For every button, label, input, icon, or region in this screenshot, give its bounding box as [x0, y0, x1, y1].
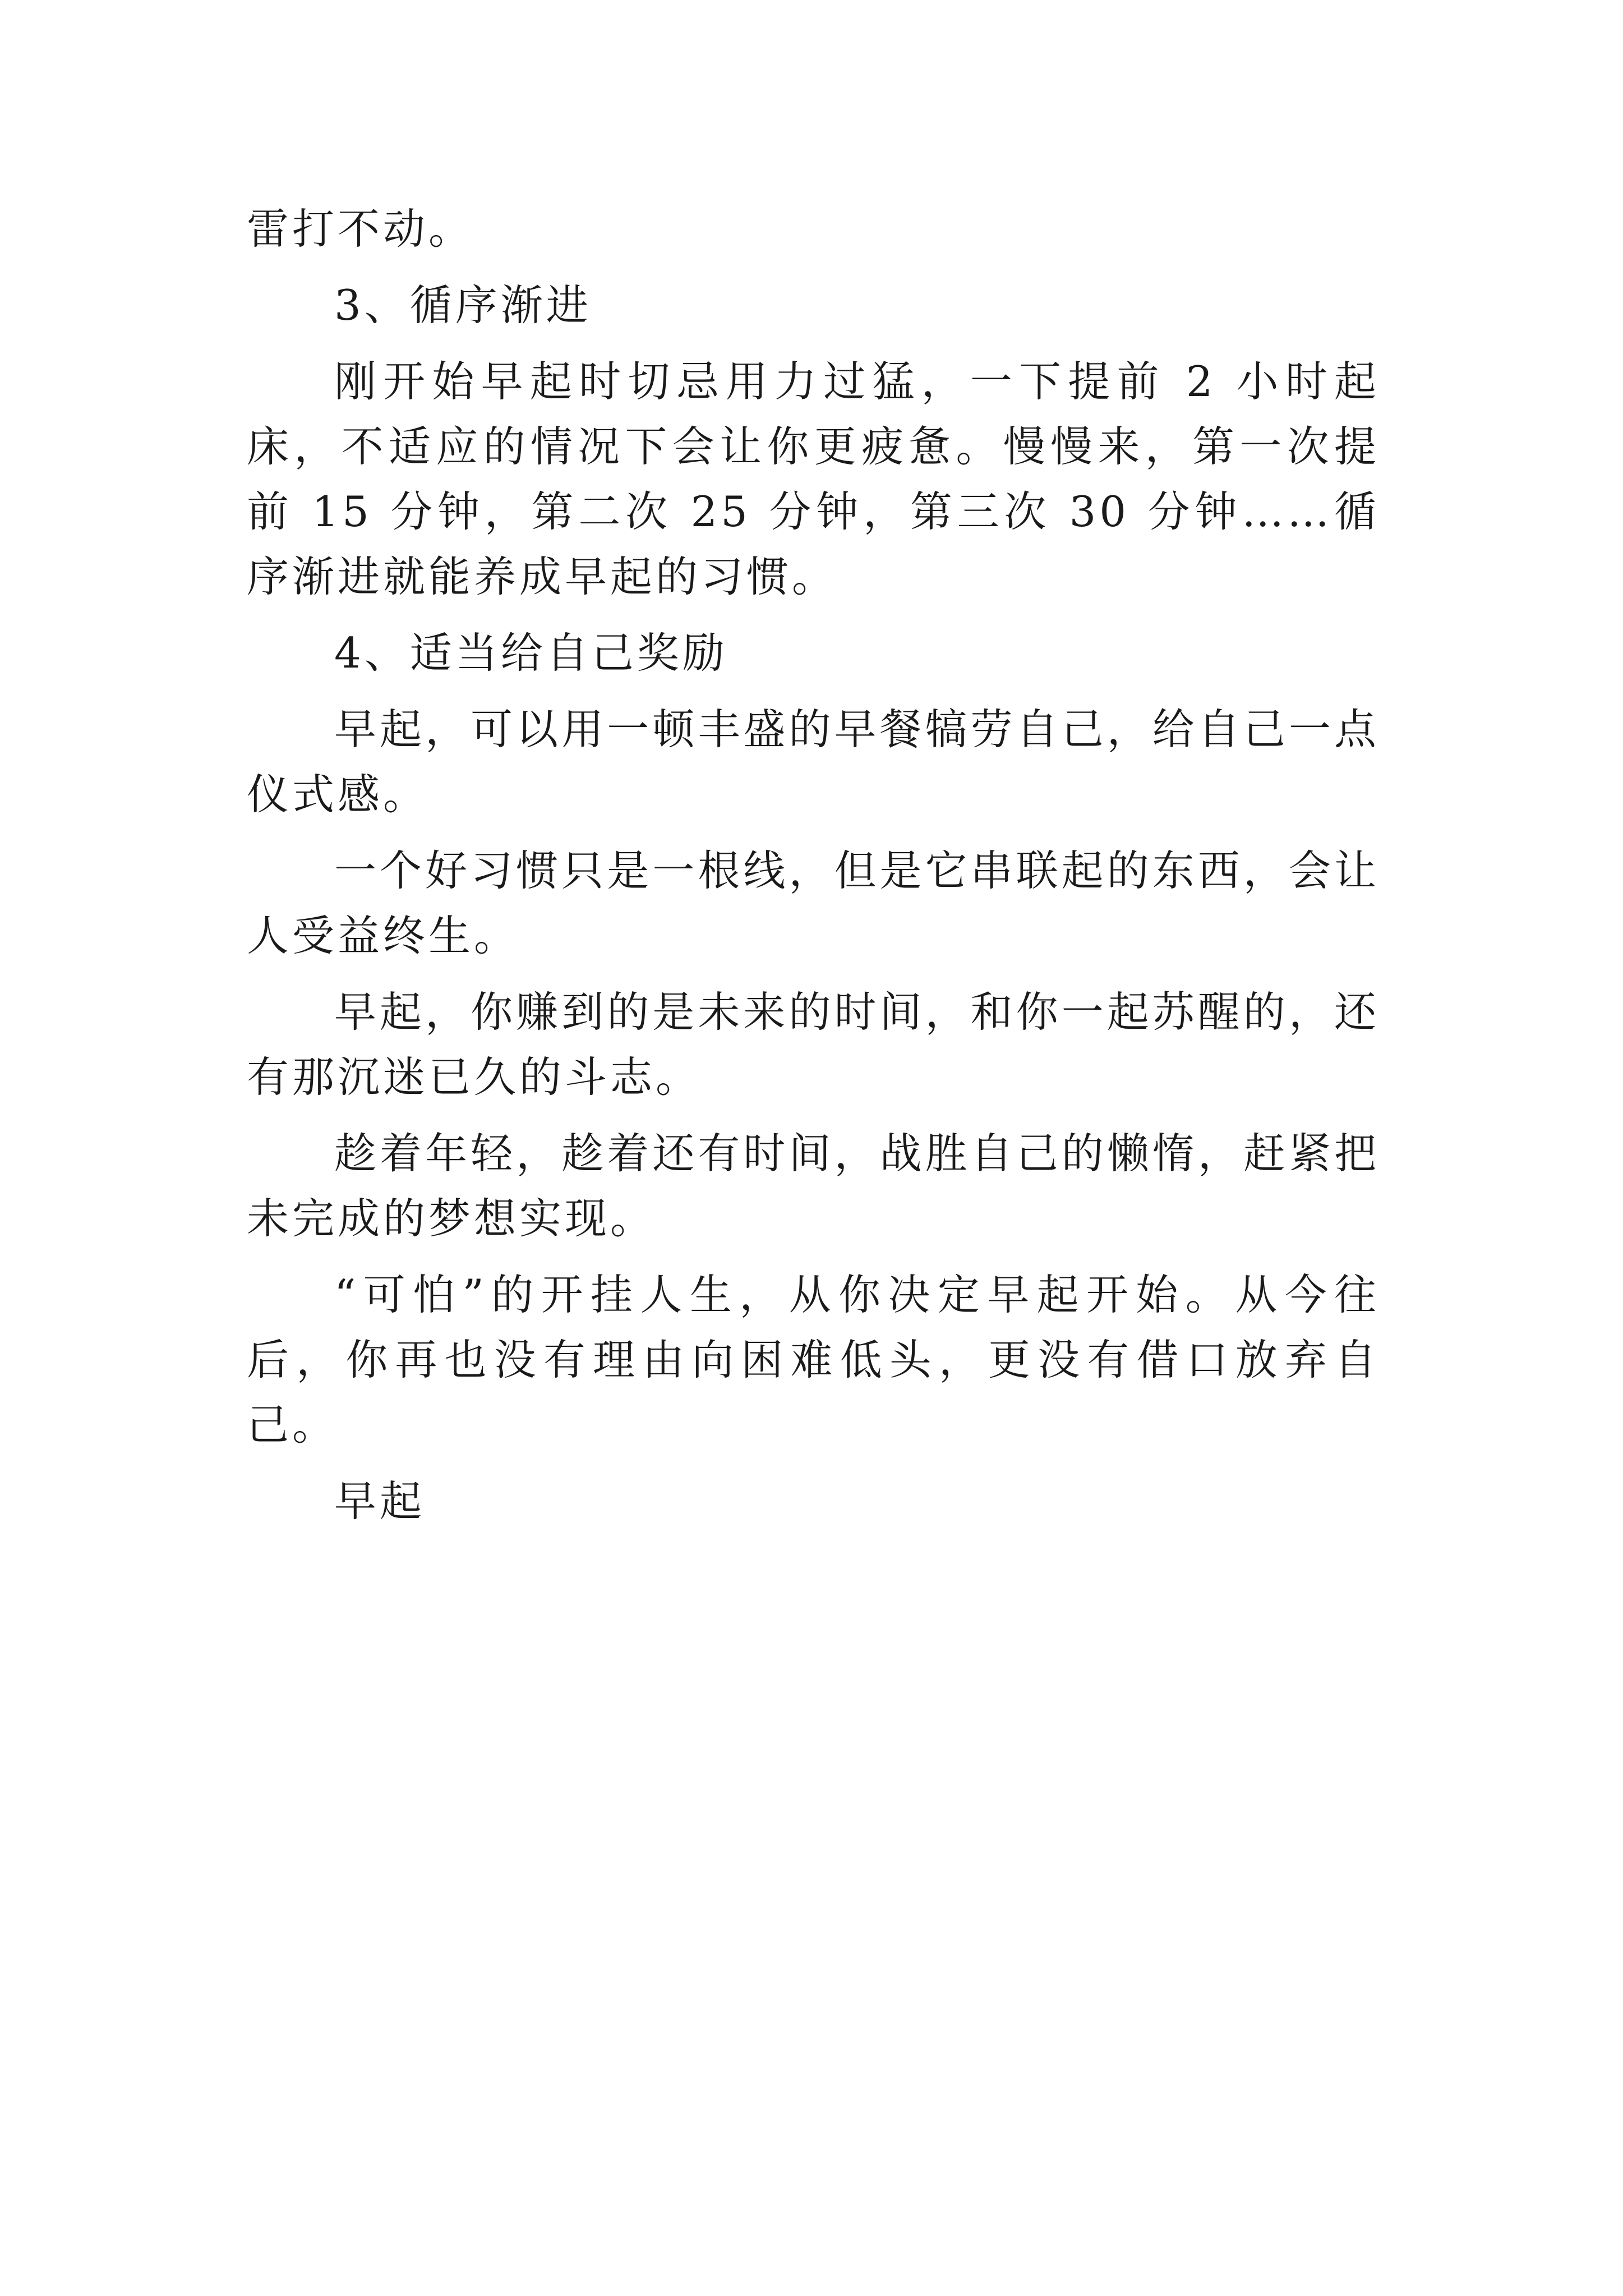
paragraph: 一个好习惯只是一根线，但是它串联起的东西，会让人受益终生。 [247, 846, 1380, 960]
paragraph: 早起，可以用一顿丰盛的早餐犒劳自己，给自己一点仪式感。 [247, 705, 1380, 819]
paragraph: 趁着年轻，趁着还有时间，战胜自己的懒惰，赶紧把未完成的梦想实现。 [247, 1129, 1380, 1243]
paragraph: “可怕”的开挂人生，从你决定早起开始。从今往后，你再也没有理由向困难低头，更没有借口放弃自己。 [247, 1270, 1380, 1450]
section-heading-3: 3、循序渐进 [334, 280, 592, 330]
document-body [247, 196, 1380, 1545]
paragraph: 刚开始早起时切忌用力过猛，一下提前 2 小时起床，不适应的情况下会让你更疲惫。慢慢来，第一次提前 15 分钟，第二次 25 分钟，第三次 30 分钟……循序渐进就能养成早起的习惯。 [247, 357, 1380, 601]
paragraph: 早起 [334, 1476, 426, 1526]
section-heading-4: 4、适当给自己奖励 [334, 628, 728, 678]
paragraph: 早起，你赚到的是未来的时间，和你一起苏醒的，还有那沉迷已久的斗志。 [247, 987, 1380, 1102]
paragraph-continuation: 雷打不动。 [247, 204, 474, 254]
